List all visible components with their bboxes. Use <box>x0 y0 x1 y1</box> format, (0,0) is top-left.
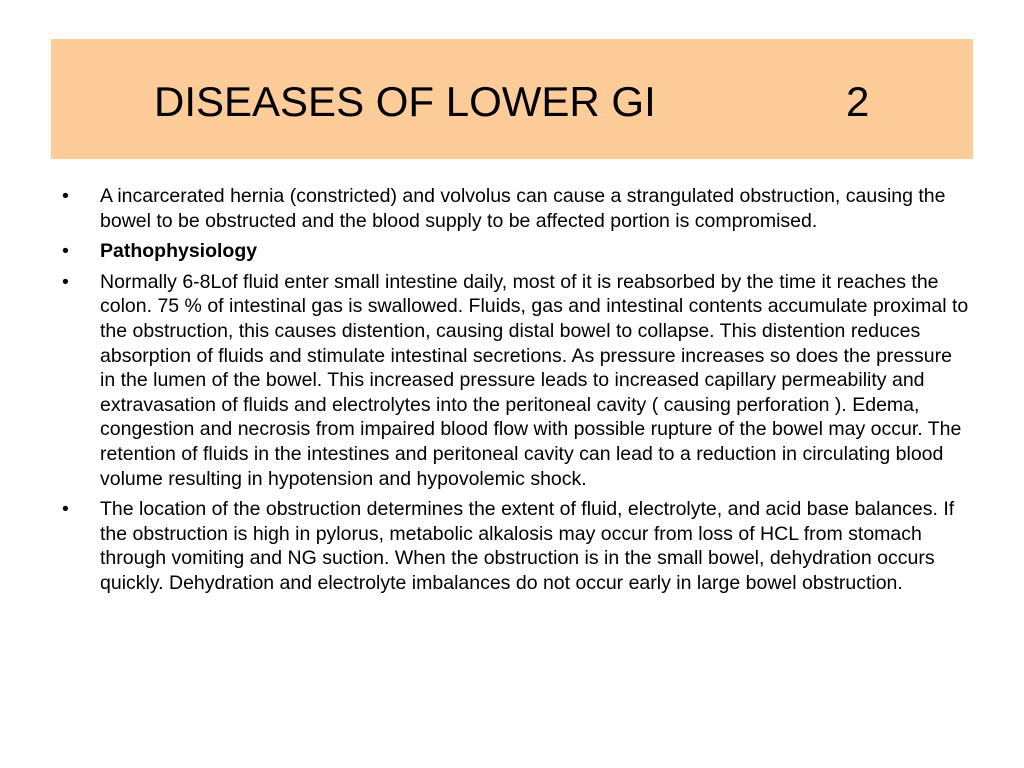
slide-title: DISEASES OF LOWER GI <box>154 78 656 125</box>
bullet-text-hernia: A incarcerated hernia (constricted) and volvolus can cause a strangulated obstruction, causing the bowel to be obstructed and the blood supply to be affected portion is compromised. <box>100 185 946 232</box>
title-band <box>51 39 973 159</box>
bullet-text-obstruction-location: The location of the obstruction determines the extent of fluid, electrolyte, and acid base balances. If the obstruction is high in pylorus, metabolic alkalosis may occur from loss of HCL from stomach through vomiting and NG suction. When the obstruction is in the small bowel, dehydration occurs quickly. Dehydration and electrolyte imbalances do not occur early in large bowel obstruction. <box>100 498 955 594</box>
bullet-text-fluid-dynamics: Normally 6-8Lof fluid enter small intestine daily, most of it is reabsorbed by the time it reaches the colon. 75 % of intestinal gas is swallowed. Fluids, gas and intestinal contents accumulate proximal to the obstruction, this causes distention, causing distal bowel to collapse. This distention reduces absorption of fluids and stimulate intestinal secretions. As pressure increases so does the pressure in the lumen of the bowel. This increased pressure leads to increased capillary permeability and extravasation of fluids and electrolytes into the peritoneal cavity ( causing perforation ). Edema, congestion and necrosis from impaired blood flow with possible rupture of the bowel may occur. The retention of fluids in the intestines and peritoneal cavity can lead to a reduction in circulating blood volume resulting in hypotension and hypovolemic shock. <box>100 270 969 490</box>
bullet-item-obstruction-location <box>62 497 972 595</box>
bullet-heading-pathophysiology: Pathophysiology <box>100 240 258 263</box>
bullet-dot-icon: • <box>62 185 69 207</box>
bullet-item-hernia <box>62 184 972 233</box>
bullet-item-pathophysiology <box>62 239 972 264</box>
bullet-dot-icon: • <box>62 240 69 263</box>
bullet-dot-icon: • <box>62 270 69 293</box>
bullet-item-fluid-dynamics <box>62 270 972 491</box>
bullet-dot-icon: • <box>62 498 69 521</box>
slide-number: 2 <box>846 78 870 125</box>
bullet-list <box>62 184 972 602</box>
